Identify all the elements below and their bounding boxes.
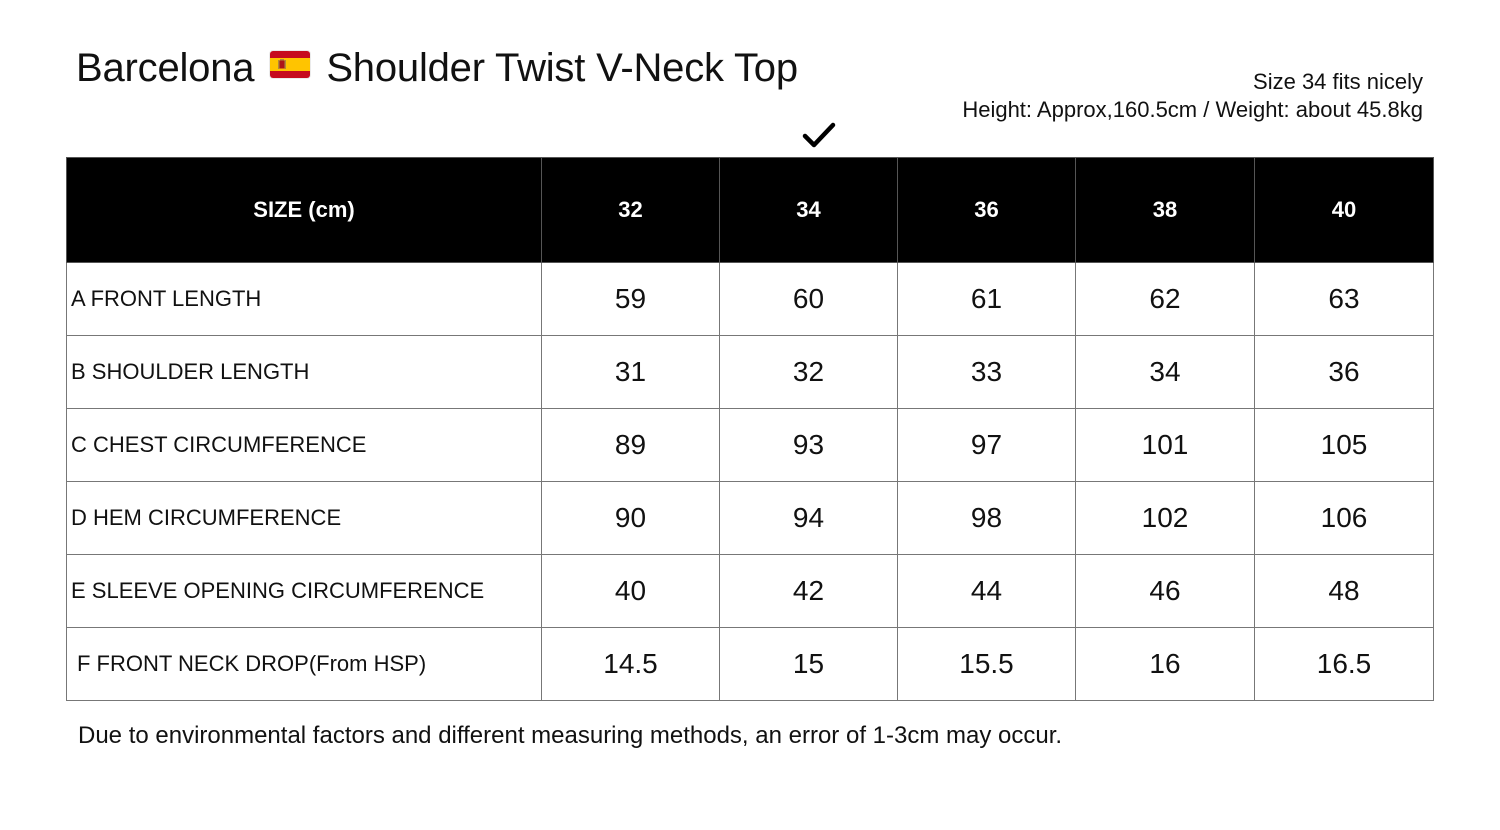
checkmark-icon: [802, 120, 836, 150]
size-header-40: 40: [1255, 158, 1434, 263]
size-header-36: 36: [898, 158, 1076, 263]
table-cell: 46: [1076, 555, 1255, 628]
size-header-34: 34: [720, 158, 898, 263]
table-cell: 36: [1255, 336, 1434, 409]
table-cell: 98: [898, 482, 1076, 555]
table-cell: 101: [1076, 409, 1255, 482]
table-cell: 16.5: [1255, 628, 1434, 701]
table-row: [67, 336, 1434, 409]
table-cell: 42: [720, 555, 898, 628]
table-cell: 40: [542, 555, 720, 628]
table-row: [67, 555, 1434, 628]
fit-note-measurements: Height: Approx,160.5cm / Weight: about 45.8kg: [962, 97, 1423, 122]
size-header-32: 32: [542, 158, 720, 263]
fit-note-size: Size 34 fits nicely: [1253, 69, 1423, 94]
table-cell: 15: [720, 628, 898, 701]
row-label: E SLEEVE OPENING CIRCUMFERENCE: [67, 555, 542, 628]
table-cell: 31: [542, 336, 720, 409]
row-label: F FRONT NECK DROP(From HSP): [67, 628, 542, 701]
table-cell: 33: [898, 336, 1076, 409]
title-prefix: Barcelona: [76, 46, 255, 90]
table-row: [67, 482, 1434, 555]
table-cell: 105: [1255, 409, 1434, 482]
table-cell: 89: [542, 409, 720, 482]
table-cell: 48: [1255, 555, 1434, 628]
table-row: [67, 409, 1434, 482]
table-cell: 60: [720, 263, 898, 336]
size-chart-table: [66, 157, 1434, 701]
table-cell: 62: [1076, 263, 1255, 336]
table-cell: 14.5: [542, 628, 720, 701]
table-cell: 61: [898, 263, 1076, 336]
measurement-disclaimer: Due to environmental factors and different measuring methods, an error of 1-3cm may occur.: [78, 722, 1063, 749]
table-cell: 34: [1076, 336, 1255, 409]
spain-flag-icon: [270, 51, 310, 78]
table-cell: 32: [720, 336, 898, 409]
row-label: B SHOULDER LENGTH: [67, 336, 542, 409]
table-cell: 59: [542, 263, 720, 336]
size-header-label: SIZE (cm): [67, 158, 542, 263]
product-title: [76, 46, 798, 91]
table-cell: 93: [720, 409, 898, 482]
table-cell: 94: [720, 482, 898, 555]
table-row: [67, 628, 1434, 701]
table-cell: 97: [898, 409, 1076, 482]
table-cell: 15.5: [898, 628, 1076, 701]
row-label: A FRONT LENGTH: [67, 263, 542, 336]
table-cell: 102: [1076, 482, 1255, 555]
size-header-38: 38: [1076, 158, 1255, 263]
table-cell: 63: [1255, 263, 1434, 336]
table-cell: 16: [1076, 628, 1255, 701]
table-cell: 90: [542, 482, 720, 555]
table-cell: 106: [1255, 482, 1434, 555]
table-header-row: [67, 158, 1434, 263]
table-cell: 44: [898, 555, 1076, 628]
row-label: C CHEST CIRCUMFERENCE: [67, 409, 542, 482]
title-suffix: Shoulder Twist V-Neck Top: [326, 46, 798, 90]
row-label: D HEM CIRCUMFERENCE: [67, 482, 542, 555]
model-fit-note: [962, 68, 1423, 124]
table-row: [67, 263, 1434, 336]
